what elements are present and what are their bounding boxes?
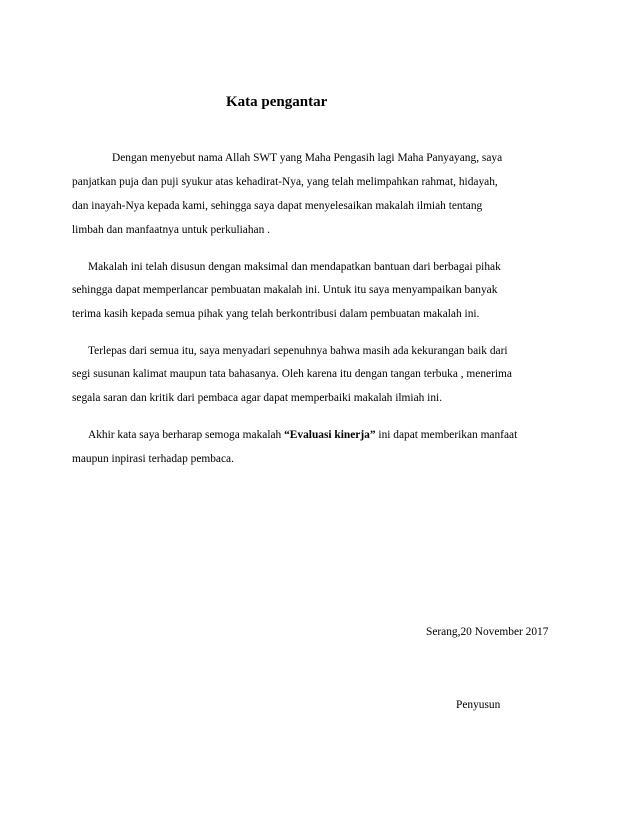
paragraph-4-text-after: ini dapat memberikan manfaat xyxy=(375,429,518,441)
place-date: Serang,20 November 2017 xyxy=(426,626,549,638)
author-signature-label: Penyusun xyxy=(456,699,501,711)
paragraph-2-line-1: Makalah ini telah disusun dengan maksimal dan mendapatkan bantuan dari berbagai pihak xyxy=(88,261,501,273)
paragraph-4-text-before: Akhir kata saya berharap semoga makalah xyxy=(88,429,285,441)
paragraph-4-line-2: maupun inpirasi terhadap pembaca. xyxy=(72,453,234,465)
paragraph-3-line-3: segala saran dan kritik dari pembaca agar dapat memperbaiki makalah ilmiah ini. xyxy=(72,392,443,404)
paragraph-4-line-1 xyxy=(88,428,517,442)
document-title: Kata pengantar xyxy=(226,94,328,110)
paragraph-3-line-1: Terlepas dari semua itu, saya menyadari sepenuhnya bahwa masih ada kekurangan baik dari xyxy=(88,345,508,357)
paragraph-1-line-4: limbah dan manfaatnya untuk perkuliahan . xyxy=(72,224,271,236)
paragraph-4-bold-title: “Evaluasi kinerja” xyxy=(284,429,376,441)
paragraph-2-line-2: sehingga dapat memperlancar pembuatan makalah ini. Untuk itu saya menyampaikan banyak xyxy=(72,284,498,296)
paragraph-2-line-3: terima kasih kepada semua pihak yang telah berkontribusi dalam pembuatan makalah ini. xyxy=(72,308,480,320)
paragraph-1-line-3: dan inayah-Nya kepada kami, sehingga saya dapat menyelesaikan makalah ilmiah tentang xyxy=(72,200,483,212)
paragraph-1-line-1: Dengan menyebut nama Allah SWT yang Maha Pengasih lagi Maha Panyayang, saya xyxy=(112,152,503,164)
paragraph-3-line-2: segi susunan kalimat maupun tata bahasanya. Oleh karena itu dengan tangan terbuka , menerima xyxy=(72,368,512,380)
paragraph-1-line-2: panjatkan puja dan puji syukur atas kehadirat-Nya, yang telah melimpahkan rahmat, hidayah, xyxy=(72,176,498,188)
